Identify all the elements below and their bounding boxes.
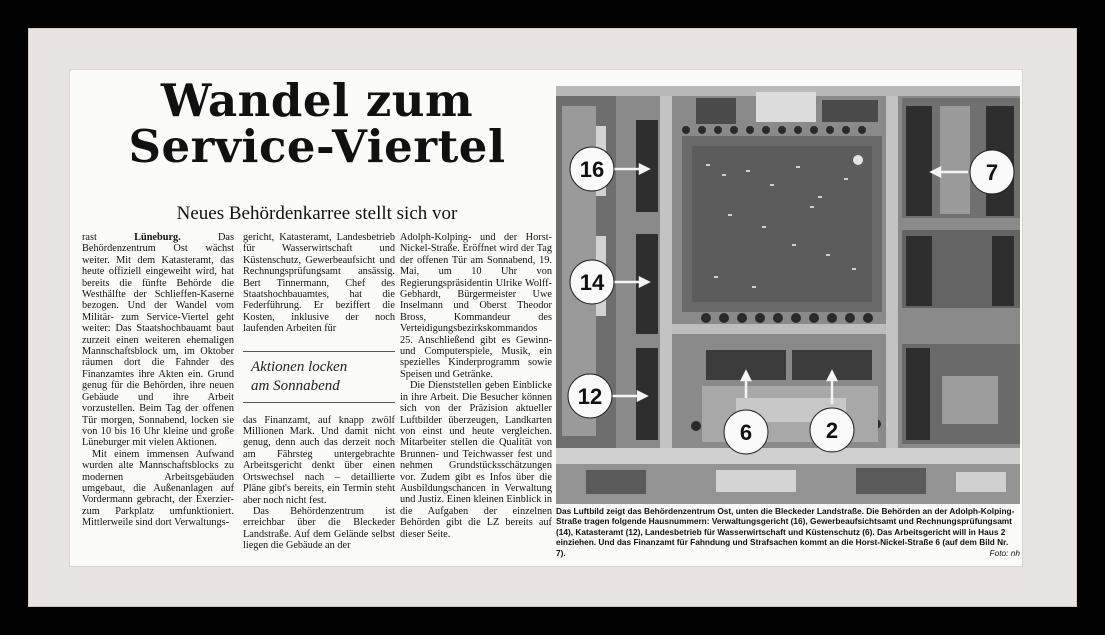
marker-12-label: 12 [577,384,603,409]
dateline-place: Lüneburg. [134,232,181,243]
article-paragraph: Adolph-Kolping- und der Horst-Nickel-Straße. Eröffnet wird der Tag der offenen Tür am Sonnabend, 19. Mai, um 10 Uhr von Regierungspräsidentin Ulrike Wolff-Gebhardt, Bürgermeister Uwe Inselmann und Oberst Theodor Bross, Kommandeur des Verteidigungsbezirkskommandos 25. Anschließend gibt es Gewinn- und Computerspiele, Musik, ein spezielles Kinderprogramm sowie Speisen und Getränke. [400,232,552,380]
headline [82,74,552,173]
aerial-photo-image [556,86,1020,504]
aerial-photo [556,86,1020,504]
article-column-3 [400,232,552,564]
article-paragraph: Die Dienststellen geben Einblicke in ihre Arbeit. Die Besucher können sich von der Präzision aktueller Luftbilder überzeugen, Landkarten von einst und heute vergleichen. Mitarbeiter stellen die Qualität von Brunnen- und Teichwasser fest und nehmen Grundstücksschätzungen vor. Zudem gibt es Infos über die Ausbildungschancen in Verwaltung und Justiz. Einen kleinen Einblick in die Aufgaben der einzelnen Behörden gibt die LZ bereits auf dieser Seite. [400,380,552,540]
pull-quote-line-2: am Sonnabend [251,377,340,394]
marker-7-label: 7 [985,160,999,185]
pull-quote [243,351,395,403]
marker-7 [970,150,1014,194]
marker-2-label: 2 [825,418,839,443]
marker-6 [724,410,768,454]
paragraph-text: Das Behördenzentrum Ost wächst weiter. Mit dem Katasteramt, das heute offiziell eingeweiht wird, hat bereits die fünfte Behörde die Westhälfte der Schlieffen-Kaserne bezogen. Und der Wandel vom Militär- zum Service-Viertel geht weiter: Das Staatshochbauamt baut zurzeit einen weiteren ehemaligen Mannschaftsblock um, im Oktober räumen dort die Fahnder des Finanzamtes ihre Akten ein. Grund genug für die Behörden, ihre neuen Gebäude und ihre Arbeit vorzustellen. Beim Tag der offenen Tür morgen, Sonnabend, locken sie von 10 bis 16 Uhr kleine und große Lüneburger mit vielen Aktionen. [82,232,234,449]
article-paragraph [82,232,234,449]
marker-6-label: 6 [739,420,753,445]
marker-16 [570,147,614,191]
pull-quote-line-1: Aktionen locken [251,358,348,375]
photo-credit: Foto: nh [989,547,1020,558]
marker-14-label: 14 [579,270,605,295]
article-paragraph: Mit einem immensen Aufwand wurden alte Mannschaftsblocks zu modernen Arbeitsgebäuden umgebaut, die Außenanlagen auf Vordermann gebracht, der Exerzier- zum Parkplatz umfunktioniert. Mittlerweile sind dort Verwaltungs- [82,448,234,529]
subheadline: Neues Behördenkarree stellt sich vor [176,203,458,224]
headline-line-1: Wandel zum [160,74,474,127]
article-paragraph: gericht, Katasteramt, Landesbetrieb für Wasserwirtschaft und Küstenschutz, Gewerbeaufsicht und Rechnungsprüfungsamt ansässig. Bert Tinnermann, Chef des Staatshochbauamtes, hat die Federführung. Er beziffert die Kosten, inklusive der noch laufenden Arbeiten für [243,232,395,335]
marker-2 [810,408,854,452]
article-paragraph: das Finanzamt, auf knapp zwölf Millionen Mark. Und damit nicht genug, denn auch das derzeit noch am Fährsteg untergebrachte Arbeitsgericht denkt über einen Ortswechsel nach – detaillierte Pläne gibt's bereits, ein Termin steht aber noch nicht fest. [243,414,395,506]
article-column-1 [82,232,234,564]
headline-line-2: Service-Viertel [128,120,506,173]
article-column-2 [243,232,395,564]
marker-12 [568,374,612,418]
article-paragraph: Das Behördenzentrum ist erreichbar über die Bleckeder Landstraße. Auf dem Gelände selbst liegen die Gebäude an der [243,505,395,552]
marker-16-label: 16 [579,157,605,182]
photo-caption-text: Das Luftbild zeigt das Behördenzentrum Ost, unten die Bleckeder Landstraße. Die Behörden an der Adolph-Kolping-Straße tragen folgende Hausnummern: Verwaltungsgericht (16), Gewerbeaufsichtsamt und Rechnungsprüfungsamt (14), Katasteramt (12), Landesbetrieb für Wasserwirtschaft und Küstenschutz (6). Das Arbeitsgericht will in Haus 2 einziehen. Und das Finanzamt für Fahndung und Strafsachen kommt an die Horst-Nickel-Straße 6 (auf dem Bild Nr. 7). [556,506,1015,558]
marker-14 [570,260,614,304]
photo-caption [556,506,1020,558]
dateline: rast [82,232,135,243]
